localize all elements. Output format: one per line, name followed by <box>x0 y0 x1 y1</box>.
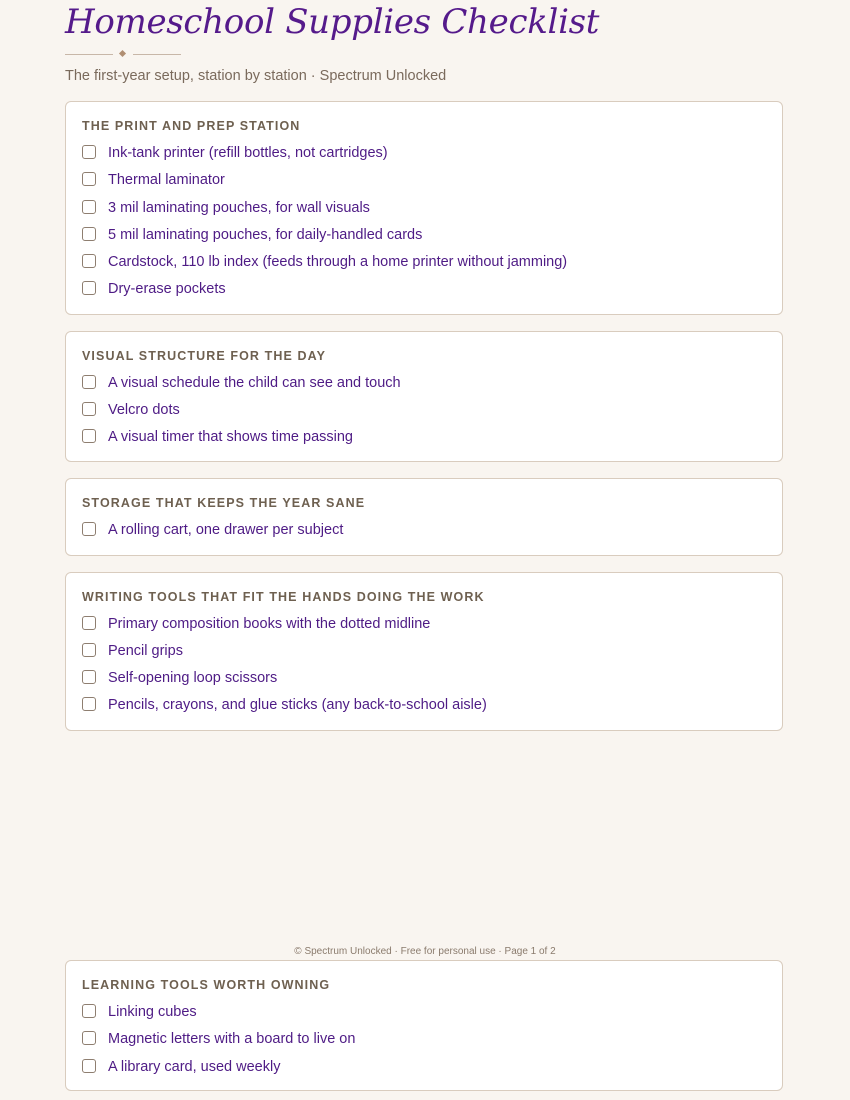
checkbox[interactable] <box>82 429 96 443</box>
section-storage <box>65 478 783 556</box>
checklist-item-label: Magnetic letters with a board to live on <box>108 1031 356 1047</box>
checkbox[interactable] <box>82 145 96 159</box>
checklist-item-label: Thermal laminator <box>108 172 225 188</box>
checkbox[interactable] <box>82 643 96 657</box>
checklist-item-label: Velcro dots <box>108 402 180 418</box>
checkbox[interactable] <box>82 172 96 186</box>
checkbox[interactable] <box>82 697 96 711</box>
checklist-item-label: Cardstock, 110 lb index (feeds through a home printer without jamming) <box>108 254 568 270</box>
checklist-item[interactable] <box>82 668 762 688</box>
section-title: WRITING TOOLS THAT FIT THE HANDS DOING THE WORK <box>82 590 485 604</box>
checklist-item[interactable] <box>82 400 762 420</box>
checkbox[interactable] <box>82 1031 96 1045</box>
checkbox[interactable] <box>82 200 96 214</box>
checklist-item-label: 5 mil laminating pouches, for daily-handled cards <box>108 227 423 243</box>
section-title: LEARNING TOOLS WORTH OWNING <box>82 978 331 992</box>
checklist-item-label: Ink-tank printer (refill bottles, not cartridges) <box>108 145 388 161</box>
checkbox[interactable] <box>82 254 96 268</box>
section-print-prep-station <box>65 101 783 315</box>
divider-line-left <box>65 54 113 55</box>
section-title: THE PRINT AND PREP STATION <box>82 119 301 133</box>
page-footer: © Spectrum Unlocked · Free for personal use · Page 1 of 2 <box>294 946 556 957</box>
checkbox[interactable] <box>82 670 96 684</box>
checkbox[interactable] <box>82 375 96 389</box>
checklist-item-label: A library card, used weekly <box>108 1059 281 1075</box>
section-title: STORAGE THAT KEEPS THE YEAR SANE <box>82 496 366 510</box>
checkbox[interactable] <box>82 281 96 295</box>
checklist-item-label: Dry-erase pockets <box>108 281 226 297</box>
section-visual-structure <box>65 331 783 462</box>
page-subtitle: The first-year setup, station by station · Spectrum Unlocked <box>65 68 447 84</box>
checkbox[interactable] <box>82 227 96 241</box>
diamond-icon <box>119 50 126 57</box>
checklist-item-label: Self-opening loop scissors <box>108 670 278 686</box>
checklist-item-label: Linking cubes <box>108 1004 197 1020</box>
checklist-item[interactable] <box>82 614 762 634</box>
checklist-item-label: Pencil grips <box>108 643 183 659</box>
checklist-item[interactable] <box>82 641 762 661</box>
checklist-item[interactable] <box>82 279 762 299</box>
divider-line-right <box>133 54 181 55</box>
section-writing-tools <box>65 572 783 731</box>
title-divider-ornament <box>65 50 182 60</box>
checklist-item[interactable] <box>82 427 762 447</box>
checklist-item[interactable] <box>82 143 762 163</box>
checklist-item-label: Primary composition books with the dotted midline <box>108 616 431 632</box>
checklist-item[interactable] <box>82 225 762 245</box>
checklist-item[interactable] <box>82 520 762 540</box>
checklist-item-label: Pencils, crayons, and glue sticks (any back-to-school aisle) <box>108 697 487 713</box>
page-title: Homeschool Supplies Checklist <box>65 2 600 42</box>
checklist-item-label: A visual timer that shows time passing <box>108 429 353 445</box>
section-title: VISUAL STRUCTURE FOR THE DAY <box>82 349 327 363</box>
checklist-item[interactable] <box>82 695 762 715</box>
checkbox[interactable] <box>82 616 96 630</box>
checklist-item[interactable] <box>82 198 762 218</box>
checklist-item[interactable] <box>82 1057 762 1077</box>
section-learning-tools <box>65 960 783 1091</box>
checklist-item-label: A visual schedule the child can see and touch <box>108 375 401 391</box>
checklist-item[interactable] <box>82 1002 762 1022</box>
checkbox[interactable] <box>82 402 96 416</box>
checklist-item-label: 3 mil laminating pouches, for wall visuals <box>108 200 370 216</box>
checklist-item[interactable] <box>82 1029 762 1049</box>
checkbox[interactable] <box>82 1059 96 1073</box>
checklist-item[interactable] <box>82 252 762 272</box>
checklist-item[interactable] <box>82 170 762 190</box>
checklist-item[interactable] <box>82 373 762 393</box>
checkbox[interactable] <box>82 1004 96 1018</box>
checkbox[interactable] <box>82 522 96 536</box>
checklist-item-label: A rolling cart, one drawer per subject <box>108 522 344 538</box>
